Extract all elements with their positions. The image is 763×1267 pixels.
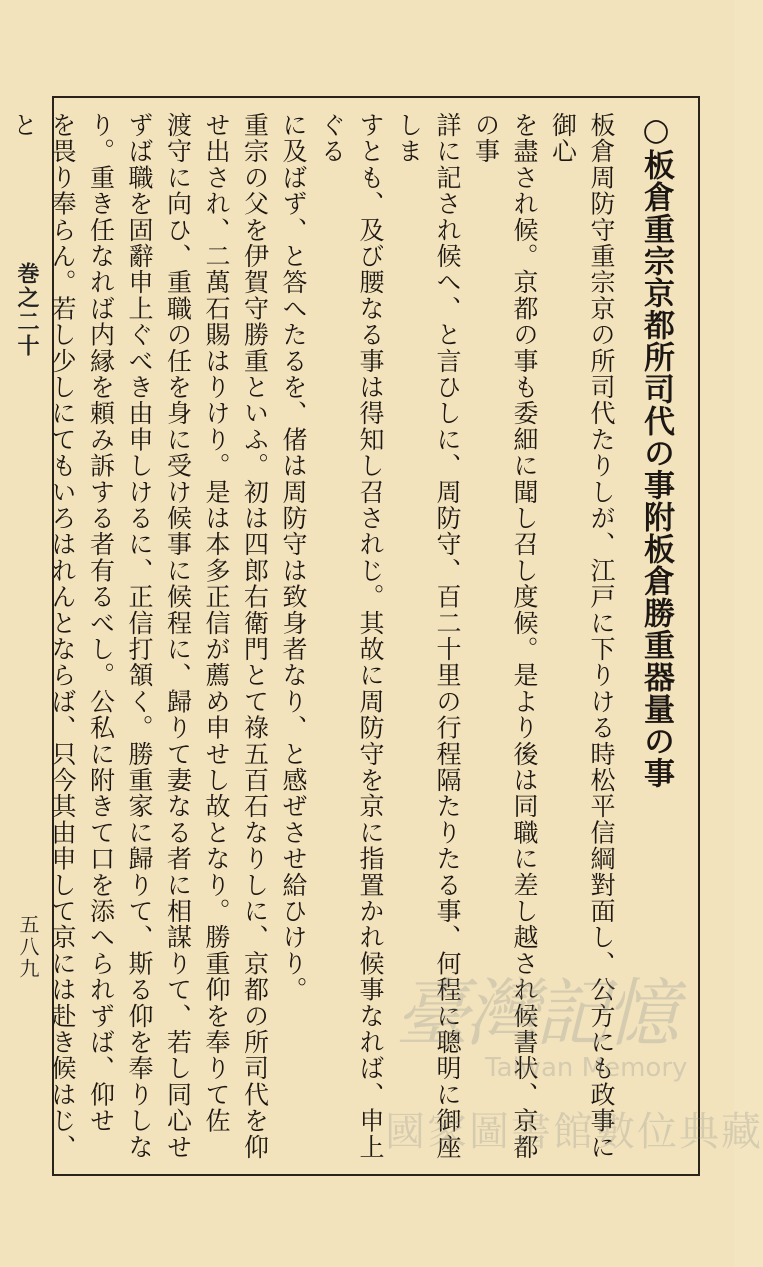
text-column: り。重き任なれば内縁を頼み訴する者有るべし。公私に附きて口を添へられずば、仰せ bbox=[86, 112, 116, 1134]
text-column: 詳に記され候へ、と言ひしに、周防守、百二十里の行程隔たりたる事、何程に聰明に御座しま bbox=[394, 112, 462, 1160]
text-column bbox=[0, 112, 4, 1162]
text-column: せ出され、二萬石賜はりけり。是は本多正信が薦め申せし故となり。勝重仰を奉りて佐 bbox=[202, 112, 231, 1134]
watermark-english-text: Taiwan Memory bbox=[485, 1053, 688, 1083]
text-column: を盡され候。京都の事も委細に聞し召し度候。是より後は同職に差し越され候書状、京都の事 bbox=[471, 112, 539, 1160]
text-column: すとも、及び腰なる事は得知し召されじ。其故に周防守を京に指置かれ候事なれば、申上ぐる bbox=[317, 112, 385, 1160]
text-column: 板倉周防守重宗京の所司代たりしが、江戸に下りける時松平信綱對面し、公方にも政事に御心 bbox=[548, 112, 616, 1160]
watermark-seal-text: 臺灣記憶 bbox=[395, 971, 675, 1057]
text-column: 渡守に向ひ、重職の任を身に受け候事に候程に、歸りて妻なる者に相謀りて、若し同心せ bbox=[163, 112, 193, 1160]
text-column: ずば職を固辭申上ぐべき由申しけるに、正信打頷く。勝重家に歸りて、斯る仰を奉りしな bbox=[125, 112, 154, 1160]
watermark-library-text: 國家圖書館數位典藏 bbox=[385, 1109, 763, 1155]
text-column: に及ばず、と答へたるを、偖は周防守は致身者なり、と感ぜさせ給ひけり。 bbox=[279, 112, 308, 1003]
text-column: 重宗の父を伊賀守勝重といふ。初は四郎右衛門とて祿五百石なりしに、京都の所司代を仰 bbox=[240, 112, 270, 1160]
chapter-title: ○板倉重宗京都所司代の事附板倉勝重器量の事 bbox=[638, 112, 674, 789]
page-number: 五八九 bbox=[16, 914, 40, 980]
text-column: を畏り奉らん。若し少しにてもいろはれんとならば、只今其由申して京には赴き候はじ、と bbox=[9, 112, 77, 1160]
volume-label: 巻之二十 bbox=[14, 262, 40, 358]
